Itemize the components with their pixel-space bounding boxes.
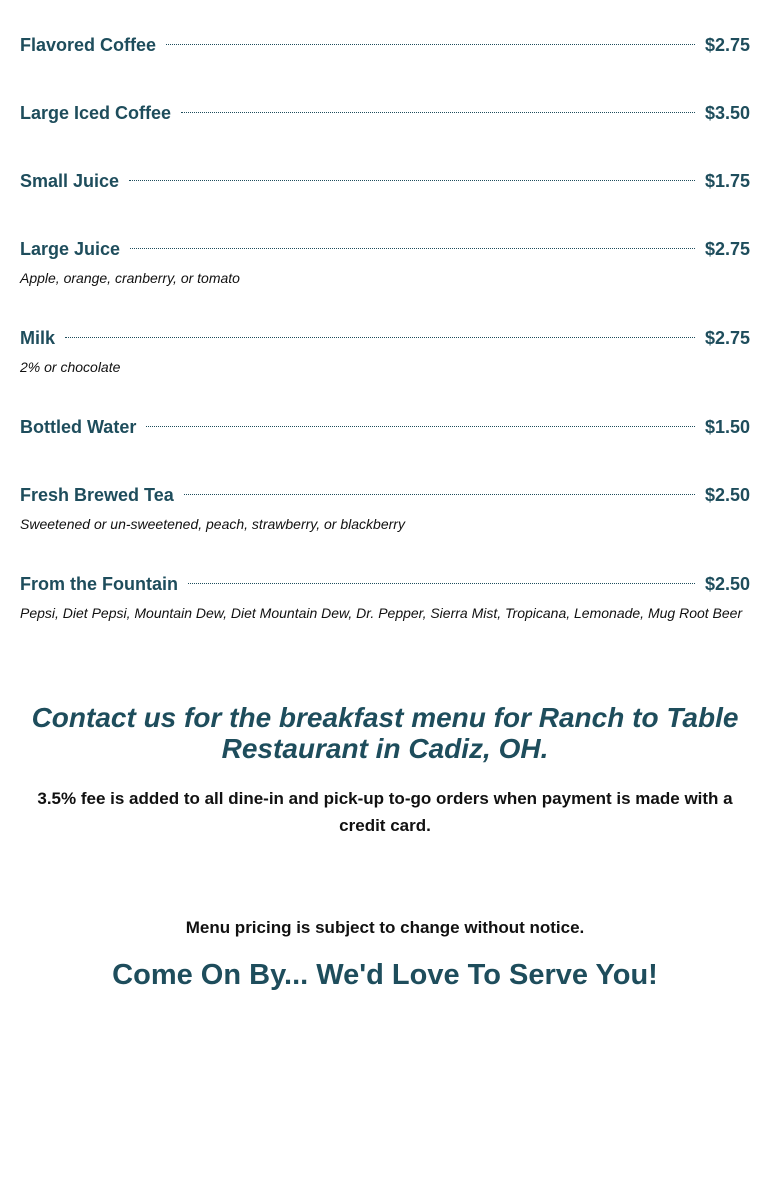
item-name: Fresh Brewed Tea — [20, 485, 174, 505]
item-name: Small Juice — [20, 171, 120, 191]
dotted-leader — [130, 248, 695, 249]
dotted-leader — [181, 112, 695, 113]
item-name: Bottled Water — [20, 417, 137, 437]
item-price: $2.75 — [704, 328, 750, 348]
menu-item-milk — [20, 326, 750, 375]
menu-item-from-the-fountain — [20, 572, 750, 621]
item-description: 2% or chocolate — [20, 359, 121, 375]
menu-item-large-juice — [20, 237, 750, 286]
item-price: $2.75 — [704, 35, 750, 55]
closing-heading: Come On By... We'd Love To Serve You! — [112, 959, 658, 991]
item-price: $3.50 — [704, 103, 750, 123]
item-description: Pepsi, Diet Pepsi, Mountain Dew, Diet Mountain Dew, Dr. Pepper, Sierra Mist, Tropicana, Lemonade, Mug Root Beer — [20, 605, 743, 621]
dotted-leader — [188, 583, 695, 584]
pricing-disclaimer: Menu pricing is subject to change without notice. — [185, 918, 585, 937]
item-name: Large Juice — [20, 239, 121, 259]
dotted-leader — [184, 494, 695, 495]
dotted-leader — [166, 44, 695, 45]
dotted-leader — [129, 180, 695, 181]
menu-item-flavored-coffee — [20, 33, 750, 57]
menu-item-bottled-water — [20, 415, 750, 439]
item-name: Flavored Coffee — [20, 35, 157, 55]
item-price: $1.75 — [704, 171, 750, 191]
menu-item-fresh-brewed-tea — [20, 483, 750, 532]
item-price: $2.75 — [704, 239, 750, 259]
item-price: $2.50 — [704, 485, 750, 505]
item-price: $1.50 — [704, 417, 750, 437]
item-name: Milk — [20, 328, 56, 348]
menu-item-small-juice — [20, 169, 750, 193]
menu-item-large-iced-coffee — [20, 101, 750, 125]
item-name: Large Iced Coffee — [20, 103, 172, 123]
credit-card-fee-note: 3.5% fee is added to all dine-in and pick-up to-go orders when payment is made with a credit card. — [37, 789, 733, 835]
dotted-leader — [146, 426, 695, 427]
item-description: Sweetened or un-sweetened, peach, strawberry, or blackberry — [20, 516, 405, 532]
dotted-leader — [65, 337, 695, 338]
contact-heading: Contact us for the breakfast menu for Ranch to Table Restaurant in Cadiz, OH. — [31, 702, 739, 764]
item-description: Apple, orange, cranberry, or tomato — [20, 270, 240, 286]
item-price: $2.50 — [704, 574, 750, 594]
item-name: From the Fountain — [20, 574, 178, 594]
